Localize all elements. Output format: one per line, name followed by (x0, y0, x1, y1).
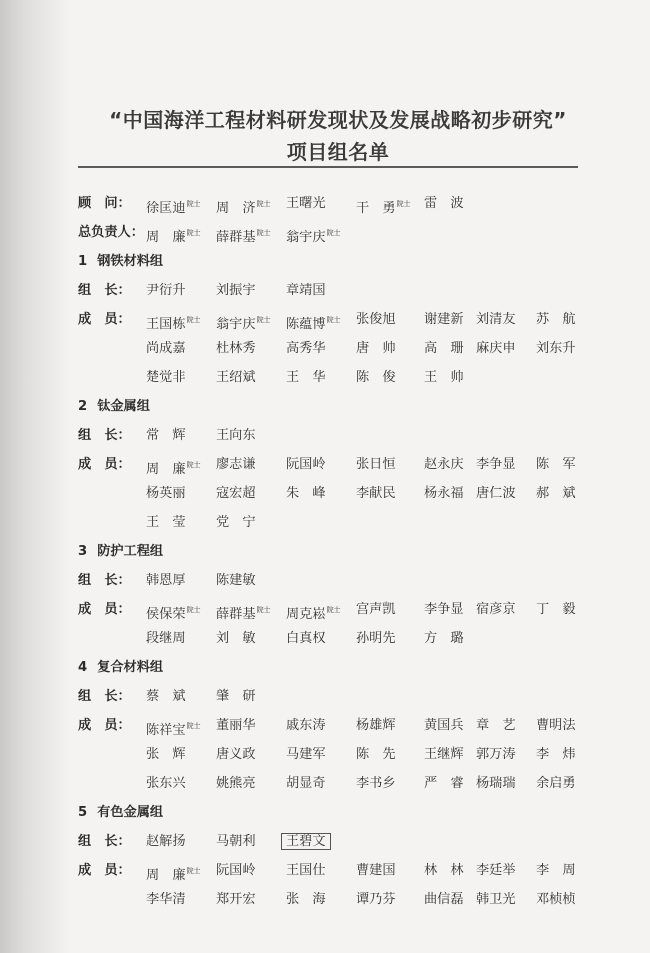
member-name (424, 745, 464, 765)
member-name (216, 745, 256, 765)
name-text: 马建军 (286, 747, 326, 762)
name-text: 周 廉 (146, 462, 186, 477)
name-text: 赵永庆 (424, 457, 464, 472)
name-text: 阮国岭 (216, 863, 256, 878)
member-name (286, 629, 326, 649)
name-text: 杨瑞瑞 (476, 776, 516, 791)
name-text: 刘振宇 (216, 283, 256, 298)
roster-row (78, 687, 598, 707)
member-name (476, 745, 516, 765)
name-text: 陈蕴博 (286, 317, 326, 332)
name-text: 林 林 (424, 863, 464, 878)
member-name (216, 571, 256, 591)
role-label: 成 员： (78, 863, 131, 878)
roster-row (78, 832, 598, 852)
name-text: 方 璐 (424, 631, 464, 646)
member-name (286, 484, 326, 504)
group-number: 2 (78, 399, 88, 414)
name-text: 黄国兵 (424, 718, 464, 733)
member-name (216, 513, 256, 533)
name-text: 张东兴 (146, 776, 186, 791)
member-name (356, 745, 396, 765)
group-number: 5 (78, 805, 88, 820)
name-text: 曹明法 (536, 718, 576, 733)
name-text: 张 海 (286, 892, 326, 907)
name-text: 余启勇 (536, 776, 576, 791)
member-name (286, 339, 326, 359)
member-name (286, 310, 341, 335)
group-number: 3 (78, 544, 88, 559)
roster-row (78, 223, 598, 243)
member-name (536, 455, 576, 475)
member-name (146, 890, 186, 910)
role-label: 组 长： (78, 283, 131, 298)
academician-mark: 院士 (186, 200, 201, 208)
name-text: 杨英丽 (146, 486, 186, 501)
name-text: 曲信磊 (424, 892, 464, 907)
name-text: 徐匡迪 (146, 201, 186, 216)
name-text: 陈 军 (536, 457, 576, 472)
name-text: 蔡 斌 (146, 689, 186, 704)
member-name (146, 223, 201, 248)
member-name (146, 339, 186, 359)
role-label: 总负责人： (78, 225, 144, 240)
member-name (286, 194, 326, 214)
role-label: 组 长： (78, 834, 131, 849)
member-name (424, 484, 464, 504)
member-name (476, 339, 516, 359)
name-text: 翁宇庆 (286, 230, 326, 245)
name-text: 李争显 (424, 602, 464, 617)
roster-row (78, 426, 598, 446)
name-text: 李 周 (536, 863, 576, 878)
member-name (216, 368, 256, 388)
member-name (536, 600, 576, 620)
name-text: 寇宏超 (216, 486, 256, 501)
name-text: 章 艺 (476, 718, 516, 733)
name-text: 阮国岭 (286, 457, 326, 472)
group-name: 复合材料组 (97, 660, 164, 675)
roster-row (78, 774, 598, 794)
member-name (146, 484, 186, 504)
member-name (216, 310, 271, 335)
name-text: 尚成嘉 (146, 341, 186, 356)
member-name (216, 861, 256, 881)
member-name (286, 368, 326, 388)
member-name (424, 339, 464, 359)
name-text: 唐义政 (216, 747, 256, 762)
name-text: 谭乃芬 (356, 892, 396, 907)
name-text: 王国栋 (146, 317, 186, 332)
group-number: 4 (78, 660, 88, 675)
page-subtitle: 项目组名单 (286, 140, 390, 164)
name-text: 刘东升 (536, 341, 576, 356)
academician-mark: 院士 (186, 316, 201, 324)
name-text: 严 睿 (424, 776, 464, 791)
member-name (424, 774, 464, 794)
name-text: 雷 波 (424, 196, 464, 211)
member-name (286, 774, 326, 794)
page-title: “中国海洋工程材料研发现状及发展战略初步研究” (109, 108, 567, 132)
role-label: 组 长： (78, 573, 131, 588)
member-name (356, 455, 396, 475)
roster-row (78, 600, 598, 620)
role-label: 组 长： (78, 689, 131, 704)
member-name (216, 774, 256, 794)
name-text: 李廷举 (476, 863, 516, 878)
member-name (216, 600, 271, 625)
member-name (356, 629, 396, 649)
member-name (146, 832, 186, 852)
member-name (286, 600, 341, 625)
group-number: 1 (78, 254, 88, 269)
name-text: 朱 峰 (286, 486, 326, 501)
member-name (424, 716, 464, 736)
academician-mark: 院士 (186, 229, 201, 237)
member-name (146, 745, 186, 765)
name-text: 周 廉 (146, 868, 186, 883)
roster-row (78, 890, 598, 910)
name-text: 苏 航 (536, 312, 576, 327)
member-name (216, 223, 271, 248)
member-name (476, 310, 516, 330)
member-name (286, 716, 326, 736)
member-name (216, 339, 256, 359)
member-name (216, 281, 256, 301)
member-name (536, 310, 576, 330)
name-text: 王碧文 (281, 833, 331, 850)
role-label: 成 员： (78, 718, 131, 733)
academician-mark: 院士 (186, 867, 201, 875)
roster-row (78, 484, 598, 504)
name-text: 董丽华 (216, 718, 256, 733)
member-name (536, 890, 576, 910)
member-name (286, 890, 326, 910)
name-text: 翁宇庆 (216, 317, 256, 332)
name-text: 周克崧 (286, 607, 326, 622)
name-text: 王向东 (216, 428, 256, 443)
roster-row (78, 310, 598, 330)
member-name (476, 716, 516, 736)
name-text: 马朝利 (216, 834, 256, 849)
member-name (476, 600, 516, 620)
group-heading (78, 658, 163, 678)
member-name (424, 890, 464, 910)
group-heading (78, 397, 150, 417)
name-text: 王国仕 (286, 863, 326, 878)
member-name (476, 774, 516, 794)
name-text: 李争显 (476, 457, 516, 472)
roster-row (78, 281, 598, 301)
member-name (536, 861, 576, 881)
name-text: 王 华 (286, 370, 326, 385)
name-text: 谢建新 (424, 312, 464, 327)
member-name (216, 629, 256, 649)
roster-row (78, 194, 598, 214)
name-text: 李书乡 (356, 776, 396, 791)
title-divider (78, 166, 578, 168)
member-name (356, 861, 396, 881)
member-name (146, 716, 201, 741)
name-text: 常 辉 (146, 428, 186, 443)
member-name (356, 774, 396, 794)
name-text: 姚熊亮 (216, 776, 256, 791)
member-name (424, 194, 464, 214)
name-text: 胡显奇 (286, 776, 326, 791)
member-name (476, 861, 516, 881)
group-name: 钛金属组 (97, 399, 150, 414)
name-text: 王 帅 (424, 370, 464, 385)
academician-mark: 院士 (186, 722, 201, 730)
name-text: 刘 敏 (216, 631, 256, 646)
group-heading (78, 252, 163, 272)
name-text: 薛群基 (216, 607, 256, 622)
academician-mark: 院士 (186, 461, 201, 469)
member-name (216, 426, 256, 446)
role-label: 顾 问： (78, 196, 131, 211)
roster-row (78, 716, 598, 736)
group-heading (78, 803, 163, 823)
member-name (536, 716, 576, 736)
member-name (356, 600, 396, 620)
member-name (476, 455, 516, 475)
role-label: 组 长： (78, 428, 131, 443)
name-text: 王继辉 (424, 747, 464, 762)
role-label: 成 员： (78, 602, 131, 617)
name-text: 丁 毅 (536, 602, 576, 617)
member-name (146, 455, 201, 480)
member-name (216, 455, 256, 475)
member-name (424, 368, 464, 388)
name-text: 章靖国 (286, 283, 326, 298)
name-text: 尹衍升 (146, 283, 186, 298)
member-name (476, 484, 516, 504)
role-label: 成 员： (78, 312, 131, 327)
name-text: 张日恒 (356, 457, 396, 472)
member-name (146, 861, 201, 886)
member-name (286, 861, 326, 881)
roster-row (78, 339, 598, 359)
academician-mark: 院士 (256, 316, 271, 324)
name-text: 薛群基 (216, 230, 256, 245)
name-text: 赵解扬 (146, 834, 186, 849)
academician-mark: 院士 (396, 200, 411, 208)
member-name (146, 687, 186, 707)
roster-row (78, 629, 598, 649)
member-name (536, 774, 576, 794)
group-name: 有色金属组 (97, 805, 164, 820)
member-name (216, 716, 256, 736)
member-name (536, 484, 576, 504)
group-name: 钢铁材料组 (97, 254, 164, 269)
name-text: 刘清友 (476, 312, 516, 327)
name-text: 杜林秀 (216, 341, 256, 356)
name-text: 周 济 (216, 201, 256, 216)
member-name (424, 600, 464, 620)
page-edge-shadow (0, 0, 70, 953)
member-name (536, 339, 576, 359)
member-name (146, 629, 186, 649)
name-text: 王曙光 (286, 196, 326, 211)
academician-mark: 院士 (326, 316, 341, 324)
roster-row (78, 455, 598, 475)
member-name (216, 194, 271, 219)
member-name (286, 223, 341, 248)
member-name (356, 890, 396, 910)
name-text: 白真权 (286, 631, 326, 646)
member-name (216, 890, 256, 910)
member-name (356, 339, 396, 359)
member-name (286, 281, 326, 301)
roster-row (78, 861, 598, 881)
name-text: 高秀华 (286, 341, 326, 356)
academician-mark: 院士 (326, 606, 341, 614)
member-name (146, 194, 201, 219)
name-text: 段继周 (146, 631, 186, 646)
role-label: 成 员： (78, 457, 131, 472)
member-name (146, 368, 186, 388)
name-text: 王 莹 (146, 515, 186, 530)
member-name (146, 281, 186, 301)
group-name: 防护工程组 (97, 544, 164, 559)
member-name (146, 310, 201, 335)
name-text: 侯保荣 (146, 607, 186, 622)
name-text: 孙明先 (356, 631, 396, 646)
member-name (146, 426, 186, 446)
academician-mark: 院士 (186, 606, 201, 614)
name-text: 郑开宏 (216, 892, 256, 907)
member-name (286, 832, 331, 852)
name-text: 邓桢桢 (536, 892, 576, 907)
academician-mark: 院士 (256, 200, 271, 208)
name-text: 陈 先 (356, 747, 396, 762)
name-text: 宫声凯 (356, 602, 396, 617)
academician-mark: 院士 (326, 229, 341, 237)
name-text: 韩卫光 (476, 892, 516, 907)
name-text: 陈 俊 (356, 370, 396, 385)
member-name (216, 832, 256, 852)
name-text: 楚觉非 (146, 370, 186, 385)
name-text: 干 勇 (356, 201, 396, 216)
member-name (476, 890, 516, 910)
member-name (146, 600, 201, 625)
name-text: 廖志谦 (216, 457, 256, 472)
name-text: 曹建国 (356, 863, 396, 878)
name-text: 张 辉 (146, 747, 186, 762)
member-name (146, 774, 186, 794)
name-text: 李献民 (356, 486, 396, 501)
name-text: 肇 研 (216, 689, 256, 704)
roster-row (78, 513, 598, 533)
name-text: 李 炜 (536, 747, 576, 762)
member-name (286, 455, 326, 475)
name-text: 陈建敏 (216, 573, 256, 588)
member-name (356, 194, 411, 219)
name-text: 党 宁 (216, 515, 256, 530)
name-text: 韩恩厚 (146, 573, 186, 588)
name-text: 麻庆申 (476, 341, 516, 356)
academician-mark: 院士 (256, 606, 271, 614)
academician-mark: 院士 (256, 229, 271, 237)
member-name (216, 484, 256, 504)
member-name (286, 745, 326, 765)
name-text: 张俊旭 (356, 312, 396, 327)
name-text: 郭万涛 (476, 747, 516, 762)
name-text: 杨永福 (424, 486, 464, 501)
name-text: 郝 斌 (536, 486, 576, 501)
name-text: 周 廉 (146, 230, 186, 245)
roster-row (78, 571, 598, 591)
member-name (424, 310, 464, 330)
roster-row (78, 745, 598, 765)
member-name (356, 368, 396, 388)
member-name (146, 571, 186, 591)
name-text: 唐 帅 (356, 341, 396, 356)
member-name (424, 629, 464, 649)
member-name (424, 455, 464, 475)
name-text: 戚东涛 (286, 718, 326, 733)
name-text: 高 珊 (424, 341, 464, 356)
name-text: 王绍斌 (216, 370, 256, 385)
member-name (424, 861, 464, 881)
name-text: 李华清 (146, 892, 186, 907)
roster-row (78, 368, 598, 388)
member-name (216, 687, 256, 707)
member-name (536, 745, 576, 765)
name-text: 唐仁波 (476, 486, 516, 501)
name-text: 宿彦京 (476, 602, 516, 617)
member-name (356, 310, 396, 330)
name-text: 杨雄辉 (356, 718, 396, 733)
group-heading (78, 542, 163, 562)
member-name (356, 716, 396, 736)
member-name (356, 484, 396, 504)
name-text: 陈祥宝 (146, 723, 186, 738)
member-name (146, 513, 186, 533)
